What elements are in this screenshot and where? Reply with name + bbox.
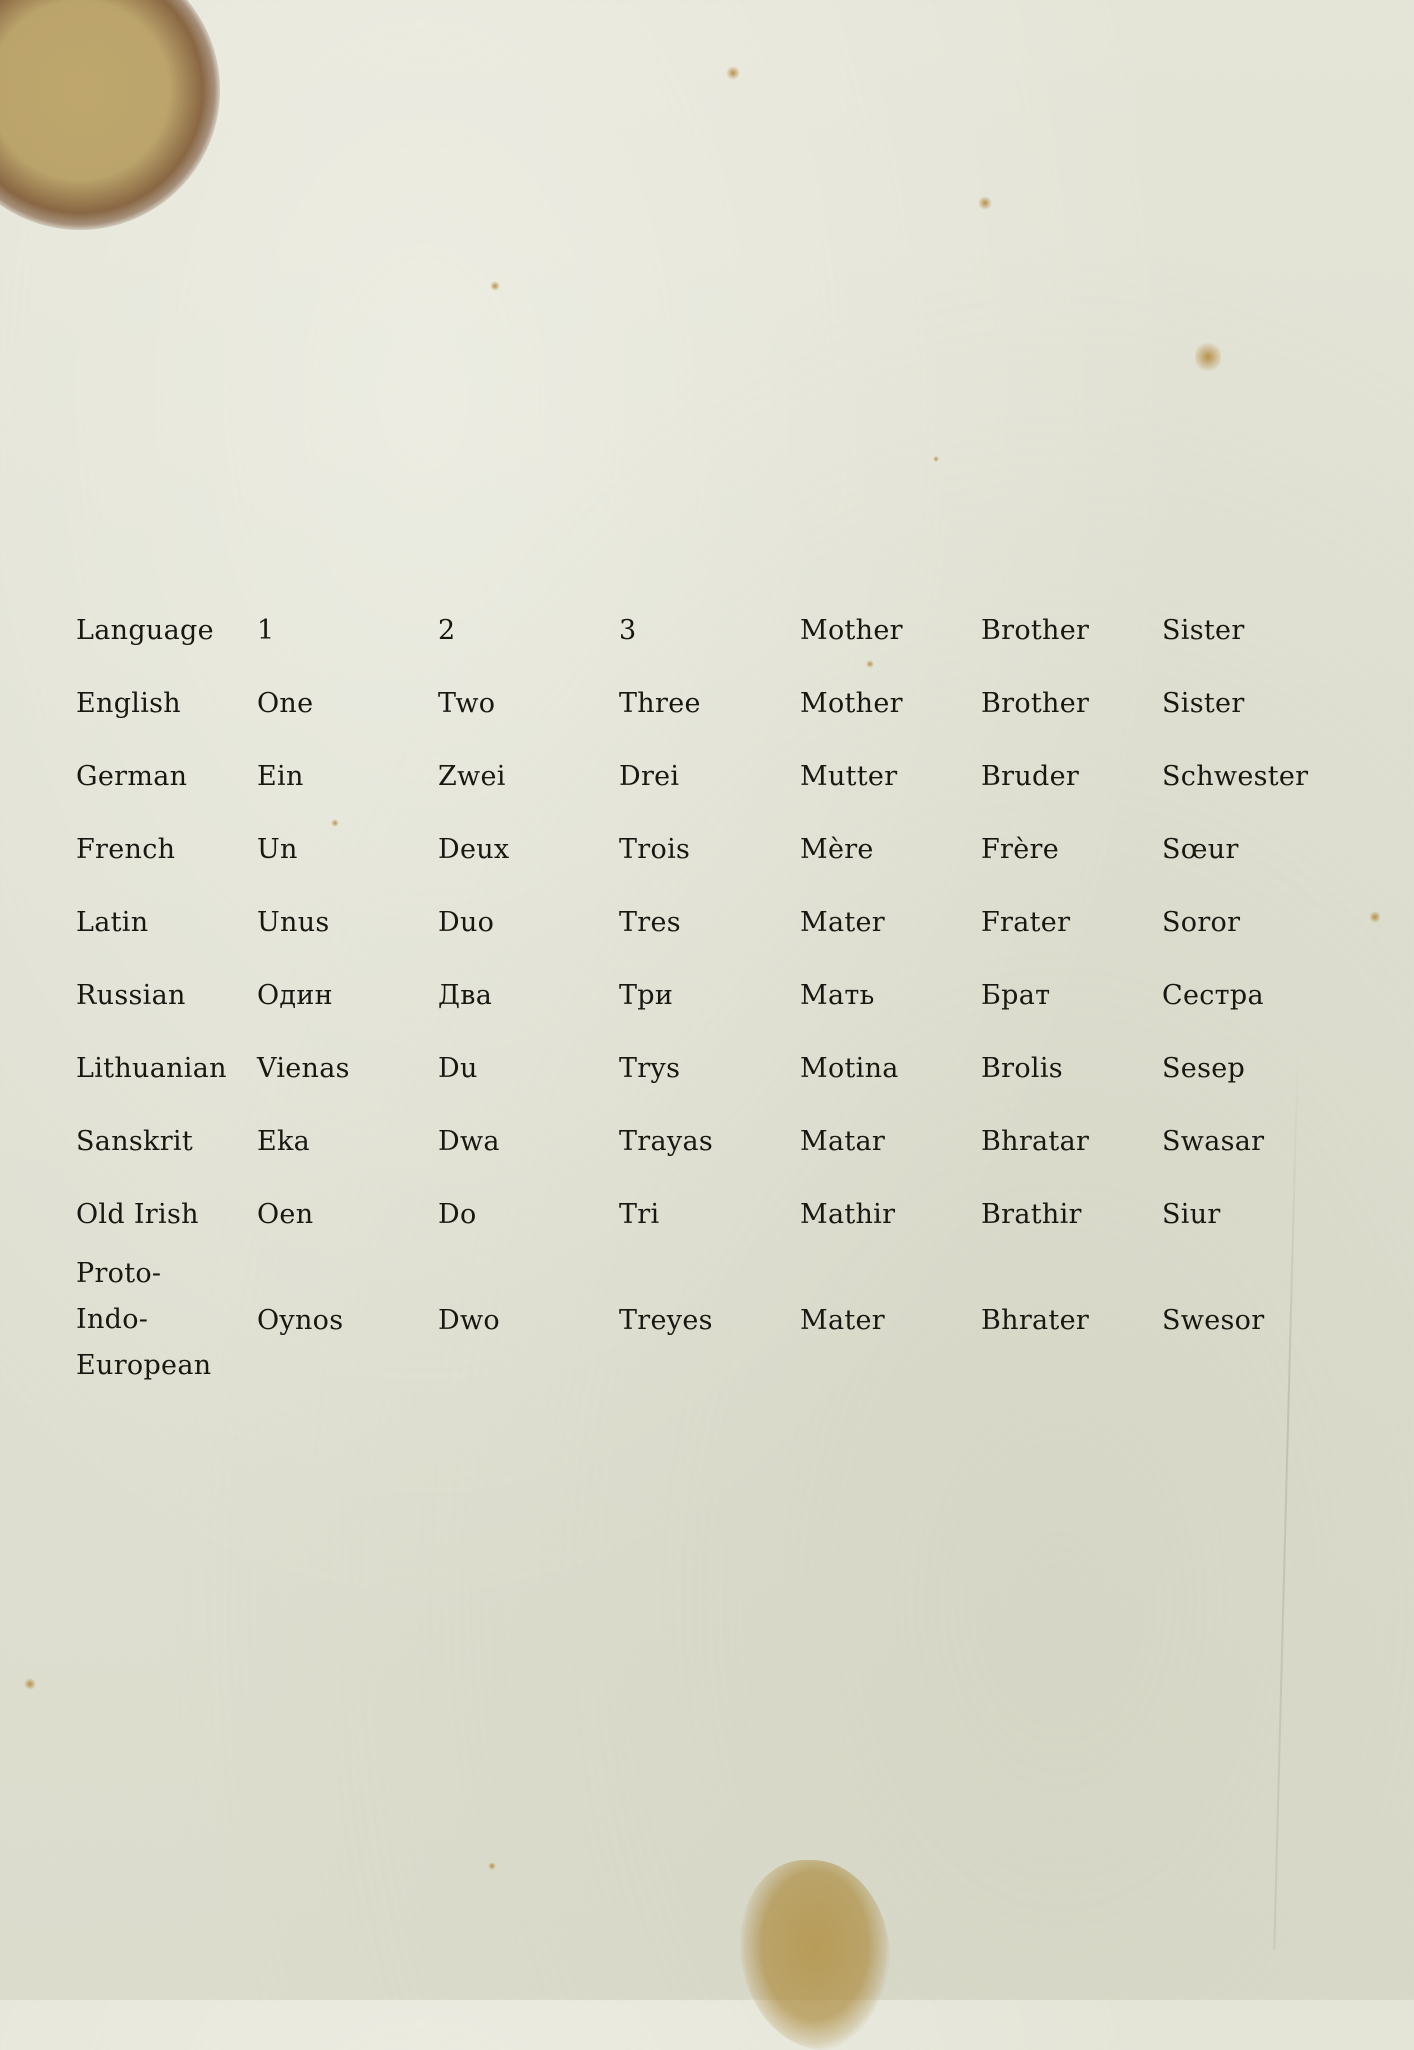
- speck: [1370, 910, 1380, 924]
- cell-three: Trys: [619, 1053, 681, 1084]
- cell-sister: Сестра: [1162, 980, 1264, 1011]
- cell-language: [76, 1251, 257, 1389]
- table-header-row: [76, 594, 1332, 667]
- cell-language: English: [76, 688, 181, 719]
- table-row: [76, 1251, 1332, 1389]
- cell-language: Sanskrit: [76, 1126, 193, 1157]
- cell-language: Russian: [76, 980, 186, 1011]
- cell-mother: Mater: [800, 907, 885, 938]
- cell-brother: Брат: [981, 980, 1051, 1011]
- cell-one: Eka: [257, 1126, 311, 1157]
- cell-three: Tri: [619, 1199, 660, 1230]
- cell-mother: Mother: [800, 688, 903, 719]
- cell-language: Latin: [76, 907, 149, 938]
- cell-one: Unus: [257, 907, 330, 938]
- cell-one: Один: [257, 980, 333, 1011]
- speck: [488, 1862, 496, 1870]
- table-row: [76, 1032, 1332, 1105]
- cell-mother: Mutter: [800, 761, 898, 792]
- cell-brother: Bhrater: [981, 1304, 1090, 1336]
- table-row: [76, 667, 1332, 740]
- cell-two: Two: [438, 688, 496, 719]
- header-language: Language: [76, 615, 214, 646]
- cell-sister: Soror: [1162, 907, 1241, 938]
- cell-two: Duo: [438, 907, 495, 938]
- table-row: [76, 1178, 1332, 1251]
- cell-mother: Mathir: [800, 1199, 896, 1230]
- cell-one: One: [257, 688, 314, 719]
- cell-language: Lithuanian: [76, 1053, 227, 1084]
- cell-brother: Bhratar: [981, 1126, 1090, 1157]
- speck: [933, 456, 939, 462]
- cell-three: Trois: [619, 834, 691, 865]
- speck: [1195, 340, 1221, 374]
- cell-one: Oen: [257, 1199, 314, 1230]
- cell-three: Tres: [619, 907, 681, 938]
- table-row: [76, 959, 1332, 1032]
- cell-two: Do: [438, 1199, 477, 1230]
- header-sister: Sister: [1162, 615, 1245, 646]
- header-one: 1: [257, 615, 275, 646]
- cell-sister: Sesер: [1162, 1053, 1246, 1084]
- cell-two: Zwei: [438, 761, 506, 792]
- cell-three: Treyes: [619, 1304, 713, 1336]
- cell-mother: Matar: [800, 1126, 886, 1157]
- cell-sister: Swesor: [1162, 1304, 1265, 1336]
- coffee-stain-bottom: [740, 1860, 890, 2050]
- cell-sister: Sœur: [1162, 834, 1239, 865]
- cell-one: Vienas: [257, 1053, 350, 1084]
- cell-one: Ein: [257, 761, 304, 792]
- cell-mother: Motina: [800, 1053, 899, 1084]
- cell-one: Un: [257, 834, 298, 865]
- cell-brother: Brother: [981, 688, 1090, 719]
- cell-two: Dwa: [438, 1126, 500, 1157]
- table-row: [76, 740, 1332, 813]
- cell-three: Three: [619, 688, 701, 719]
- cell-one: Oynos: [257, 1304, 344, 1336]
- speck: [490, 281, 500, 291]
- speck: [24, 1678, 36, 1690]
- coffee-stain-top-left: [0, 0, 220, 230]
- header-three: 3: [619, 615, 637, 646]
- cell-mother: Мать: [800, 980, 875, 1011]
- cell-brother: Bruder: [981, 761, 1080, 792]
- cell-two: Deux: [438, 834, 510, 865]
- cell-language: Old Irish: [76, 1199, 199, 1230]
- speck: [726, 66, 740, 80]
- cell-sister: Schwester: [1162, 761, 1309, 792]
- cell-brother: Brolis: [981, 1053, 1063, 1084]
- cell-sister: Siur: [1162, 1199, 1221, 1230]
- cell-two: Dwo: [438, 1304, 500, 1336]
- header-mother: Mother: [800, 615, 903, 646]
- cell-language: French: [76, 834, 176, 865]
- cell-mother: Mater: [800, 1304, 885, 1336]
- table-row: [76, 1105, 1332, 1178]
- cell-brother: Frater: [981, 907, 1071, 938]
- cell-three: Drei: [619, 761, 680, 792]
- cell-two: Du: [438, 1053, 478, 1084]
- table-row: [76, 813, 1332, 886]
- header-two: 2: [438, 615, 456, 646]
- cell-two: Два: [438, 980, 493, 1011]
- vocabulary-comparison-table: [76, 594, 1332, 1389]
- cell-mother: Mère: [800, 834, 874, 865]
- cell-language-text: Proto-Indo-European: [76, 1258, 212, 1381]
- header-brother: Brother: [981, 615, 1090, 646]
- table-row: [76, 886, 1332, 959]
- cell-brother: Brathir: [981, 1199, 1082, 1230]
- cell-three: Trayas: [619, 1126, 714, 1157]
- cell-three: Три: [619, 980, 674, 1011]
- speck: [978, 196, 992, 210]
- cell-language: German: [76, 761, 188, 792]
- cell-brother: Frère: [981, 834, 1060, 865]
- cell-sister: Sister: [1162, 688, 1245, 719]
- cell-sister: Swasar: [1162, 1126, 1265, 1157]
